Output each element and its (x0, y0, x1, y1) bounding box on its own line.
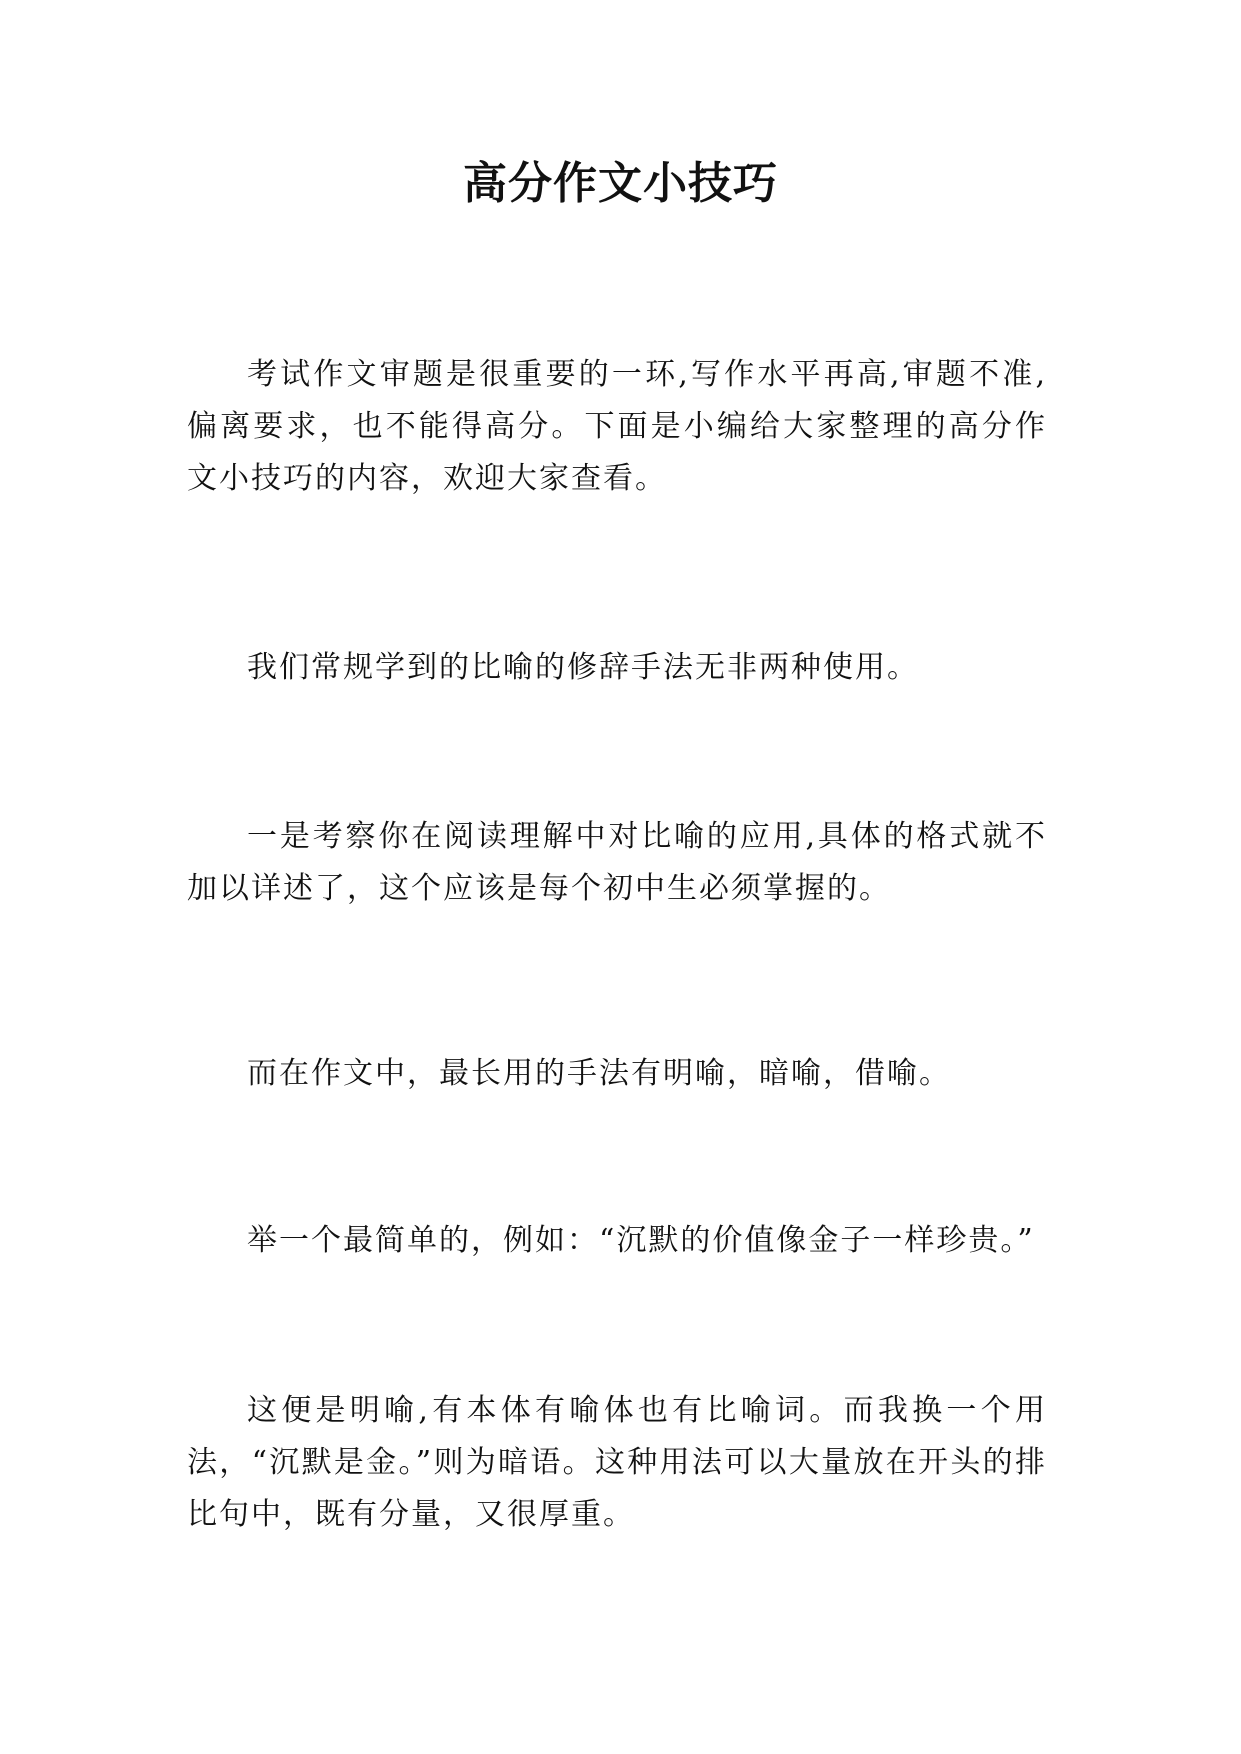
document-title: 高分作文小技巧 (463, 158, 778, 209)
paragraph-intro: 考试作文审题是很重要的一环,写作水平再高,审题不准,偏离要求，也不能得高分。下面是小编给大家整理的高分作文小技巧的内容，欢迎大家查看。 (187, 357, 1047, 496)
paragraph-reading-comprehension: 一是考察你在阅读理解中对比喻的应用,具体的格式就不加以详述了，这个应该是每个初中生必须掌握的。 (187, 819, 1047, 906)
paragraph-composition-techniques: 而在作文中，最长用的手法有明喻，暗喻，借喻。 (247, 1056, 951, 1091)
paragraph-example: 举一个最简单的，例如：“沉默的价值像金子一样珍贵。” (247, 1223, 1035, 1258)
paragraph-metaphor-usage: 我们常规学到的比喻的修辞手法无非两种使用。 (247, 650, 919, 685)
paragraph-simile-explanation: 这便是明喻,有本体有喻体也有比喻词。而我换一个用法，“沉默是金。”则为暗语。这种用法可以大量放在开头的排比句中，既有分量，又很厚重。 (187, 1393, 1047, 1532)
